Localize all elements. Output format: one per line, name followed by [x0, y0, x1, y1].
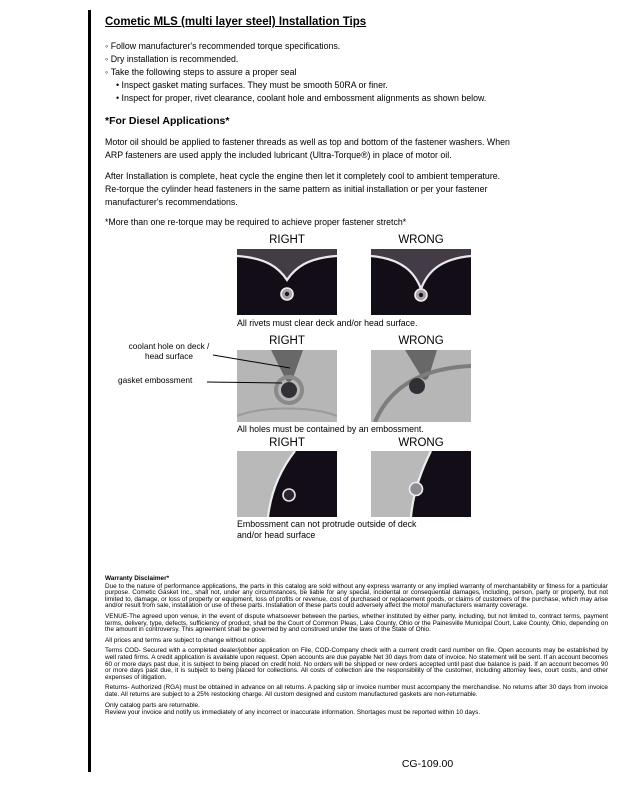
main-content — [105, 16, 517, 227]
row2-right-embossment-image — [237, 350, 337, 422]
legal-paragraph-terms-cod: Terms COD- Secured with a completed dealer/jobber application on File, COD-Company check with a current credit card number on file. Open accounts may be established by well rated firms. A credit application is available upon request. Open accounts are due payable Net 30 days from date of invoice. No statement will be sent. If an account becomes 60 or more days past due, it is subject to being placed on credit hold. No orders will be shipped or new orders accepted until past due balance is paid. If an account becomes 90 or more days past due, it is subject to being placed for collections. All costs of collection are the responsibility of the customer, including attorney fees, court costs, and other expenses of litigation. — [105, 647, 608, 681]
legal-paragraph-venue: VENUE-The agreed upon venue, in the event of dispute whatsoever between the parties, whether instituted by either party, including, but not limited to, contract terms, payment terms, delivery, type, defects, sufficiency of product, shall be the Court of Common Pleas, Lake County, Ohio or the Painesville Municipal Court, Lake County, Ohio, depending on the amount in controversy. This agreement shall be governed by and construed under the laws of the State of Ohio. — [105, 612, 608, 634]
page-title: Cometic MLS (multi layer steel) Installation Tips — [105, 16, 367, 28]
diesel-paragraph-heat-cycle: After Installation is complete, heat cycle the engine then let it completely cool to ambient temperature. Re-torque the cylinder head fasteners in the same pattern as initial installation or per your fastener manufacturer's recommendations. — [105, 171, 501, 207]
legal-paragraph-prices: All prices and terms are subject to change without notice. — [105, 636, 267, 644]
row1-right-rivet-image — [237, 249, 337, 315]
retorque-note: *More than one re-torque may be required to achieve proper fastener stretch* — [105, 217, 407, 227]
row1-caption: All rivets must clear deck and/or head surface. — [237, 318, 418, 328]
diesel-paragraph-motor-oil: Motor oil should be applied to fastener threads as well as top and bottom of the fastener washers. When ARP fasteners are used apply the included lubricant (Ultra-Torque®) in place of motor oil. — [105, 137, 510, 160]
legal-section — [105, 576, 608, 721]
row2-wrong-label: WRONG — [398, 335, 444, 347]
legal-paragraph-catalog-returnable: Only catalog parts are returnable. — [105, 701, 200, 709]
row3-wrong-label: WRONG — [398, 437, 444, 449]
tip-item-dry-install: ◦ Dry installation is recommended. — [105, 53, 517, 66]
coolant-hole-callout: coolant hole on deck / head surface — [128, 341, 210, 361]
row3-wrong-deck-image — [371, 451, 471, 517]
legal-paragraph-review-invoice: Review your invoice and notify us immediately of any incorrect or inaccurate information. Shortages must be reported within 10 days. — [105, 709, 481, 717]
row3-right-deck-image — [237, 451, 337, 517]
row3-right-label: RIGHT — [269, 437, 305, 449]
installation-tips-list — [105, 40, 517, 105]
document-code: CG-109.00 — [401, 758, 454, 770]
diesel-applications-heading: *For Diesel Applications* — [105, 115, 230, 127]
gasket-embossment-callout: gasket embossment — [118, 375, 193, 385]
row3-caption: Embossment can not protrude outside of deck and/or head surface — [237, 519, 417, 540]
row2-right-label: RIGHT — [269, 335, 305, 347]
legal-paragraph-returns: Returns- Authorized (RGA) must be obtained in advance on all returns. A packing slip or invoice number must accompany the merchandise. No returns after 30 days from invoice date. All returns are subject to a 25% restocking charge. All custom designed and custom manufactured gaskets are non-returnable. — [105, 684, 608, 698]
row2-caption: All holes must be contained by an embossment. — [237, 424, 424, 434]
row1-right-label: RIGHT — [269, 234, 305, 246]
diagrams-section — [0, 234, 618, 564]
tip-subitem-alignments: • Inspect for proper, rivet clearance, coolant hole and embossment alignments as shown below. — [105, 92, 517, 105]
warranty-disclaimer-title: Warranty Disclaimer* — [105, 575, 170, 582]
legal-paragraph-warranty: Due to the nature of performance applications, the parts in this catalog are sold without any express warranty or any implied warranty of merchantability or fitness for a particular purpose. Cometic Gasket Inc., shall not, under any circumstances, be liable for any special, incidental or consequential damages, including, person, party or property, but not limited to, damage, or loss of property or equipment, loss of profits or revenue, cost of purchased or replacement goods, or claims of customers of the purchase, which may arise and/or result from sale, installation or use of these parts. Installation of these parts could adversely affect the motor manufacturers warranty coverage. — [105, 582, 608, 610]
row1-wrong-label: WRONG — [398, 234, 444, 246]
tip-item-proper-seal: ◦ Take the following steps to assure a proper seal — [105, 66, 517, 79]
tip-subitem-mating-surfaces: • Inspect gasket mating surfaces. They must be smooth 50RA or finer. — [105, 79, 517, 92]
row1-wrong-rivet-image — [371, 249, 471, 315]
row2-wrong-embossment-image — [371, 350, 471, 422]
tip-item-torque: ◦ Follow manufacturer's recommended torque specifications. — [105, 40, 517, 53]
